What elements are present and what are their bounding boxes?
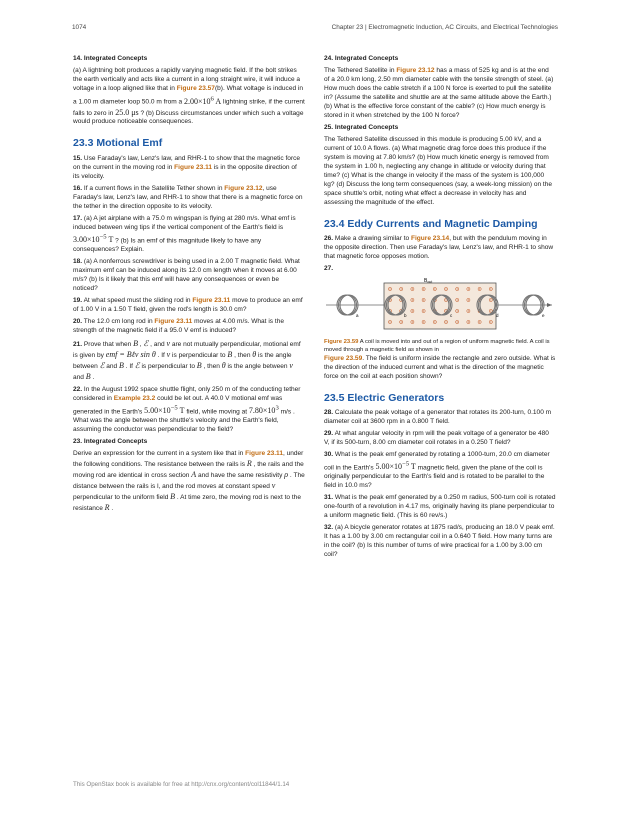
- problem-23: Derive an expression for the current in a system like that in Figure 23.11, under the following conditions. The resistance between the rails is R , the rails and the moving rod are identical in cross section A and have the same resistivity ρ . The distance between the rails is l, and the rod moves at constant speed v perpendicular to the uniform field B . At time zero, the moving rod is next to the resistance R .: [73, 450, 305, 513]
- field-dot-center: [468, 321, 469, 322]
- field-dot-center: [423, 288, 424, 289]
- problem-32: 32. (a) A bicycle generator rotates at 1875 rad/s, producing an 18.0 V peak emf. It has a 1.00 by 3.00 cm rectangular coil in a 0.640 T field. How many turns are in the coil? (b) Is this number of turns of wire practical for a 1.00 by 3.00 cm coil?: [324, 524, 555, 559]
- right-column: [324, 55, 556, 563]
- figure-caption: Figure 23.59 A coil is moved into and out of a region of uniform magnetic field. A coil is moved through a magnetic field as shown in: [324, 338, 550, 353]
- field-dot-center: [468, 299, 469, 300]
- field-dot-center: [446, 299, 447, 300]
- problem-23-title: 23. Integrated Concepts: [73, 438, 148, 446]
- coil-label: e: [542, 312, 545, 318]
- problem-17: 17. (a) A jet airplane with a 75.0 m wingspan is flying at 280 m/s. What emf is induced between wing tips if the vertical component of the Earth's field is $3.00\times 10^{-5}$ T ? (b) Is an emf of this magnitude likely to have any consequences? Explain.: [73, 214, 296, 254]
- left-column: [73, 55, 305, 517]
- field-dot-center: [412, 321, 413, 322]
- field-dot-center: [412, 310, 413, 311]
- figure-link[interactable]: Figure 23.11: [154, 317, 193, 325]
- problem-29: 29. At what angular velocity in rpm will the peak voltage of a generator be 480 V, if its 500-turn, 8.00 cm diameter coil rotates in a 0.250 T field?: [324, 429, 549, 446]
- math: $2.00\times 10^6$ A: [184, 94, 222, 106]
- figure-link[interactable]: Figure 23.57: [176, 84, 215, 92]
- figure-link[interactable]: Figure 23.14: [410, 234, 450, 242]
- problem-27: 27.: [324, 264, 334, 272]
- section-heading-generators: 23.5 Electric Generators: [324, 391, 445, 404]
- field-dot-center: [490, 310, 491, 311]
- footer: This OpenStax book is available for free at http://cnx.org/content/col11844/1.14: [73, 781, 290, 788]
- field-dot-center: [412, 288, 413, 289]
- coil-label: a: [356, 312, 359, 318]
- problem-16: 16. If a current flows in the Satellite Tether shown in Figure 23.12, use Faraday's law, Lenz's law, and RHR-1 to show that there is a magnetic force on the tether in the direction opposite to its velocity.: [73, 184, 303, 210]
- problem-24-title: 24. Integrated Concepts: [324, 55, 399, 62]
- page-number: 1074: [72, 24, 87, 31]
- problem-28: 28. Calculate the peak voltage of a generator that rotates its 200-turn, 0.100 m diameter coil at 3600 rpm in a 0.800 T field.: [324, 408, 552, 425]
- coil-field-figure: [324, 277, 556, 333]
- math: $7.80\times 10^3$: [248, 404, 279, 416]
- field-dot-center: [401, 288, 402, 289]
- coil-label: d: [496, 312, 499, 318]
- field-dot-center: [401, 321, 402, 322]
- problem-14: (a) A lightning bolt produces a rapidly varying magnetic field. If the bolt strikes the earth vertically and acts like a current in a long straight wire, it will induce a voltage in a loop aligned like that in Figure 23.57(b). What voltage is induced in a 1.00 m diameter loop 50.0 m from a $2.00\times 10^6$ A lightning strike, if the current falls to zero in 25.0 μs ? (b) Discuss circumstances under which such a voltage would produce noticeable consequences.: [73, 66, 305, 126]
- arrow-icon: [547, 303, 552, 307]
- problem-20: 20. The 12.0 cm long rod in Figure 23.11 moves at 4.00 m/s. What is the strength of the magnetic field if a 95.0 V emf is induced?: [73, 317, 284, 334]
- math: $5.00\times 10^{-5}$ T: [144, 404, 185, 416]
- problem-24: The Tethered Satellite in Figure 23.12 has a mass of 525 kg and is at the end of a 20.0 km long, 2.50 mm diameter cable with the tensile strength of steel. (a) How much does the cable stretch if a 100 N force is exerted to pull the satellite in? (Assume the satellite and shuttle are at the same altitude above the Earth.) (b) What is the effective force constant of the cable? (c) How much energy is stored in it when stretched by the 100 N force?: [324, 66, 554, 119]
- field-dot-center: [446, 321, 447, 322]
- figure-link[interactable]: Figure 23.11: [245, 450, 283, 458]
- problem-14-title: 14. Integrated Concepts: [73, 55, 148, 62]
- field-dot-center: [434, 321, 435, 322]
- math: 25.0 μs: [115, 107, 139, 117]
- field-label: $B_{out}$: [424, 277, 433, 284]
- math: $3.00\times 10^{-5}$ T: [73, 233, 114, 245]
- field-dot-center: [490, 288, 491, 289]
- problem-25-title: 25. Integrated Concepts: [324, 123, 399, 131]
- field-dot-center: [457, 288, 458, 289]
- figure-link[interactable]: Figure 23.12: [224, 184, 263, 192]
- problem-21: 21. Prove that when B , ℰ , and v are not mutually perpendicular, motional emf is given by emf = Bℓv sin θ . If v is perpendicular to B , then θ is the angle between ℰ and B . If ℰ is perpendicular to B , then θ is the angle between v and B .: [73, 338, 301, 381]
- field-dot-center: [423, 321, 424, 322]
- field-dot-center: [468, 288, 469, 289]
- math: $5.00\times 10^{-5}$ T: [375, 460, 416, 472]
- figure-link[interactable]: Figure 23.11: [192, 297, 231, 305]
- field-dot-center: [468, 310, 469, 311]
- coil-label: c: [450, 312, 453, 318]
- field-dot-center: [490, 321, 491, 322]
- field-dot-center: [457, 310, 458, 311]
- problem-26: 26. Make a drawing similar to Figure 23.14, but with the pendulum moving in the opposite direction. Then use Faraday's law, Lenz's law, and RHR-1 to show that magnetic force opposes motion.: [324, 234, 554, 260]
- field-dot-center: [457, 299, 458, 300]
- problem-18: 18. (a) A nonferrous screwdriver is being used in a 2.00 T magnetic field. What maximum emf can be induced along its 12.0 cm length when it moves at 6.00 m/s? (b) Is it likely that this emf will have any consequences or even be noticed?: [73, 258, 300, 293]
- field-dot-center: [479, 288, 480, 289]
- problem-27-text: Figure 23.59. The field is uniform inside the rectangle and zero outside. What is the direction of the induced current and what is the direction of the magnetic force on the coil at each position shown?: [324, 354, 556, 380]
- figure-link[interactable]: Figure 23.59: [324, 354, 363, 362]
- field-dot-center: [446, 288, 447, 289]
- field-dot-center: [423, 299, 424, 300]
- field-dot-center: [423, 310, 424, 311]
- field-dot-center: [479, 321, 480, 322]
- section-heading-eddy-currents: 23.4 Eddy Currents and Magnetic Damping: [324, 217, 538, 230]
- problem-30: 30. What is the peak emf generated by rotating a 1000-turn, 20.0 cm diameter coil in the Earth's $5.00\times 10^{-5}$ T magnetic field, given the plane of the coil is originally perpendicular to the Earth's field and is rotated to be parallel to the field in 10.0 ms?: [324, 450, 550, 490]
- field-dot-center: [490, 299, 491, 300]
- figure-link[interactable]: Figure 23.11: [174, 163, 213, 171]
- field-dot-center: [390, 321, 391, 322]
- problem-31: 31. What is the peak emf generated by a 0.250 m radius, 500-turn coil is rotated one-fourth of a revolution in 4.17 ms, originally having its plane perpendicular to a uniform magnetic field. (This is 60 rev/s.): [324, 494, 556, 520]
- section-heading-motional-emf: 23.3 Motional Emf: [73, 137, 163, 150]
- example-link[interactable]: Example 23.2: [113, 394, 156, 402]
- chapter-title: Chapter 23 | Electromagnetic Induction, AC Circuits, and Electrical Technologies: [331, 24, 558, 31]
- figure-link[interactable]: Figure 23.12: [396, 66, 435, 74]
- coil-label: b: [404, 312, 407, 318]
- field-dot-center: [457, 321, 458, 322]
- problem-15: 15. Use Faraday's law, Lenz's law, and RHR-1 to show that the magnetic force on the current in the moving rod in Figure 23.11 is in the opposite direction of its velocity.: [73, 154, 301, 180]
- problem-19: 19. At what speed must the sliding rod in Figure 23.11 move to produce an emf of 1.00 V in a 1.50 T field, given the rod's length is 30.0 cm?: [73, 297, 303, 313]
- problem-22: 22. In the August 1992 space shuttle flight, only 250 m of the conducting tether considered in Example 23.2 could be let out. A 40.0 V motional emf was generated in the Earth's $5.00\times 10^{-5}$ T field, while moving at $7.80\times 10^3$ m/s . What was the angle between the shuttle's velocity and the Earth's field, assuming the conductor was perpendicular to the field?: [73, 385, 301, 434]
- field-dot-center: [434, 288, 435, 289]
- field-dot-center: [412, 299, 413, 300]
- field-dot-center: [390, 288, 391, 289]
- motional-emf-equation: emf = Bℓv sin θ: [105, 349, 156, 359]
- problem-25: The Tethered Satellite discussed in this module is producing 5.00 kV, and a current of 10.0 A flows. (a) What magnetic drag force does this produce if the system is moving at 7.80 km/s? (b) How much kinetic energy is removed from the system in 1.00 h, neglecting any change in altitude or velocity during that time? (c) What is the change in velocity if the mass of the system is 100,000 kg? (d) Discuss the long term consequences (say, a week-long mission) on the space shuttle's orbit, noting what effect a decrease in velocity has and assessing the magnitude of the effect.: [324, 135, 553, 206]
